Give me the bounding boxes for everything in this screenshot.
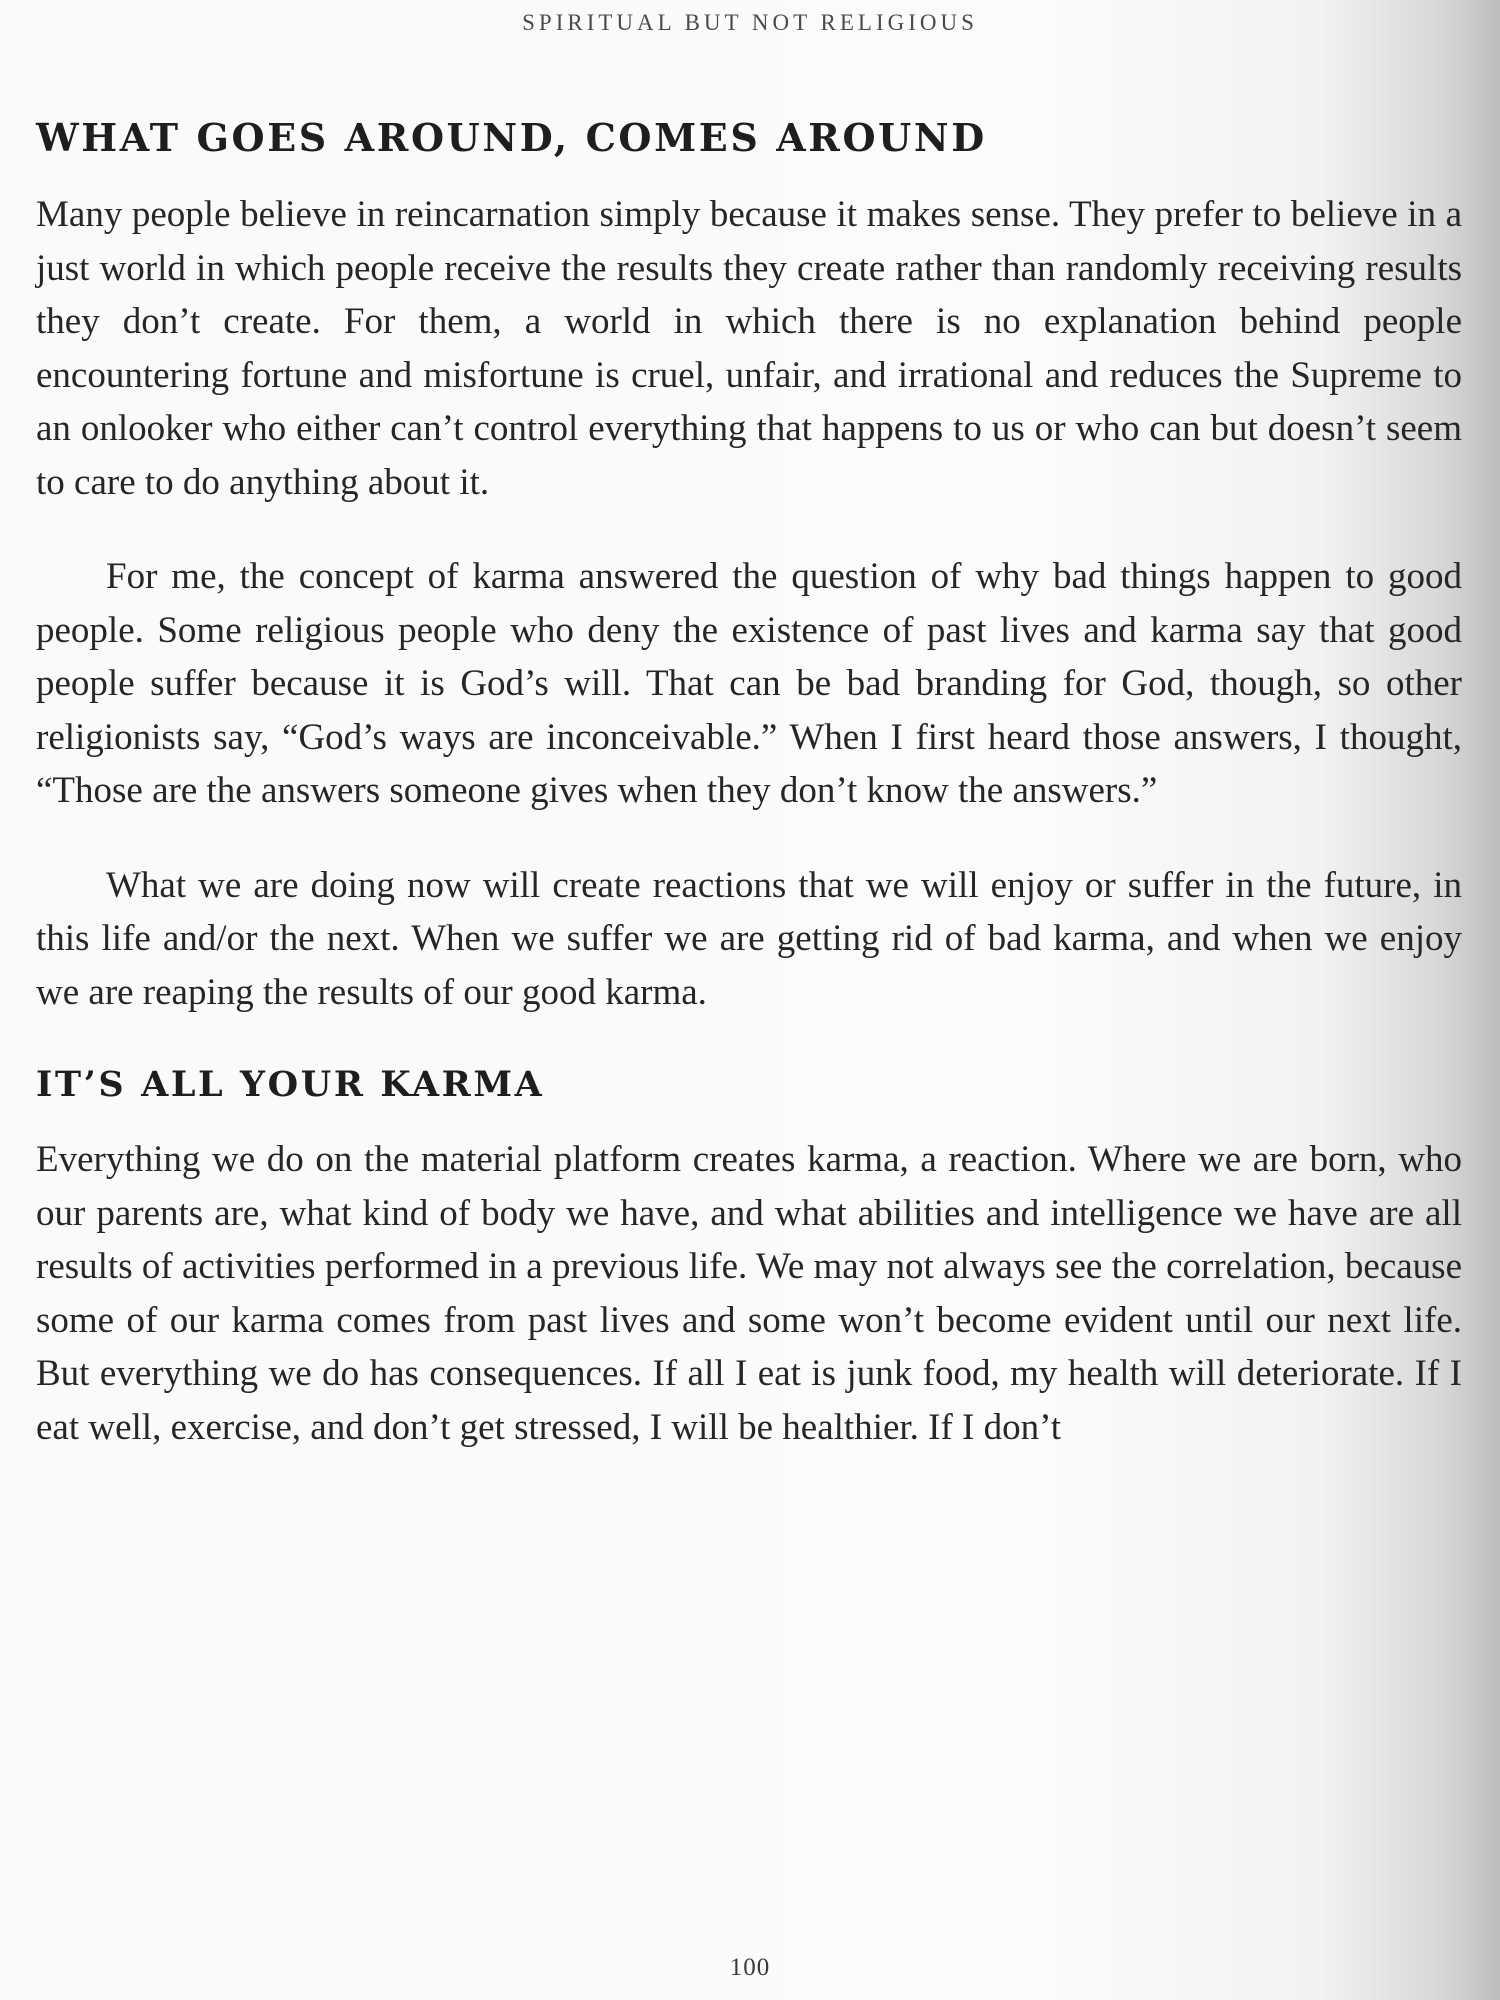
paragraph-concept-of-karma: For me, the concept of karma answered the question of why bad things happen to good people. Some religious people who deny the existence of past lives and karma say that good people suffer because it is God’s will. That can be bad branding for God, though, so other religionists say, “God’s ways are inconceivable.” When I first heard those answers, I thought, “Those are the answers someone gives when they don’t know the answers.” — [36, 556, 1462, 811]
section-heading-what-goes-around: WHAT GOES AROUND, COMES AROUND — [36, 115, 987, 160]
paragraph-reincarnation: Many people believe in reincarnation simply because it makes sense. They prefer to believe in a just world in which people receive the results they create rather than randomly receiving results they don’t create. For them, a world in which there is no explanation behind people encountering fortune and misfortune is cruel, unfair, and irrational and reduces the Supreme to an onlooker who either can’t control everything that happens to us or who can but doesn’t seem to care to do anything about it. — [36, 194, 1462, 503]
paragraph-reactions: What we are doing now will create reactions that we will enjoy or suffer in the future, in this life and/or the next. When we suffer we are getting rid of bad karma, and when we enjoy we are reaping the results of our good karma. — [36, 864, 1462, 1013]
section-heading-its-all-your-karma: IT’S ALL YOUR KARMA — [36, 1064, 545, 1105]
page-content — [36, 108, 1462, 1454]
running-head: SPIRITUAL BUT NOT RELIGIOUS — [522, 10, 978, 35]
page-number: 100 — [729, 1954, 771, 1981]
paragraph-material-platform: Everything we do on the material platform creates karma, a reaction. Where we are born, who our parents are, what kind of body we have, and what abilities and intelligence we have are all results of activities performed in a previous life. We may not always see the correlation, because some of our karma comes from past lives and some won’t become evident until our next life. But everything we do has consequences. If all I eat is junk food, my health will deteriorate. If I eat well, exercise, and don’t get stressed, I will be healthier. If I don’t — [36, 1139, 1462, 1448]
